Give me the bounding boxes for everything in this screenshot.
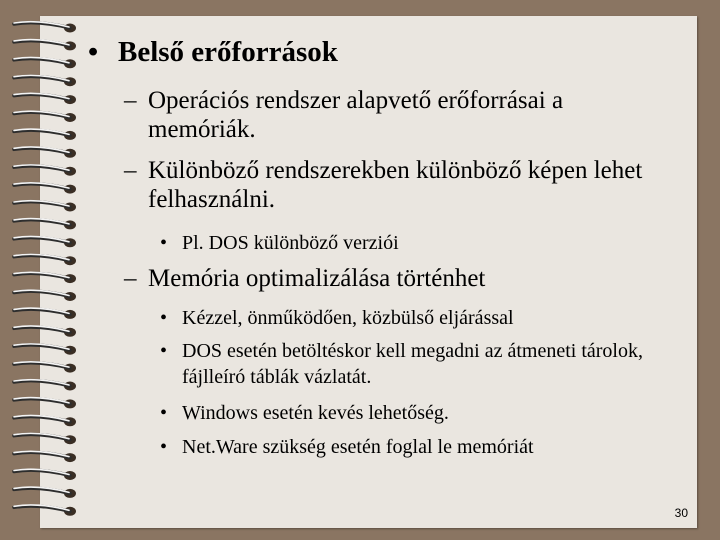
dash-marker: – [124, 265, 137, 292]
list-item-text: Különböző rendszerekben különböző képen lehet felhasználni. [148, 157, 643, 213]
dash-marker: – [124, 157, 137, 184]
title-bullet: • [88, 36, 99, 68]
sub-list-item-text: DOS esetén betöltéskor kell megadni az átmeneti tárolok, fájlleíró táblák vázlatát. [182, 340, 643, 388]
dash-marker: – [124, 87, 137, 114]
bullet-marker: • [160, 340, 168, 362]
sub-list-item-text: Pl. DOS különböző verziói [182, 232, 399, 254]
bullet-marker: • [160, 307, 168, 329]
sub-list-item-text: Windows esetén kevés lehetőség. [182, 402, 449, 424]
list-item-text: Operációs rendszer alapvető erőforrásai a memóriák. [148, 87, 564, 143]
list-item-text: Memória optimalizálása történhet [148, 265, 486, 292]
bullet-marker: • [160, 232, 168, 254]
slide-title: Belső erőforrások [118, 36, 338, 68]
page-number: 30 [674, 506, 688, 520]
sub-list-item-text: Kézzel, önműködően, közbülső eljárással [182, 307, 514, 329]
bullet-marker: • [160, 436, 168, 458]
bullet-marker: • [160, 402, 168, 424]
sub-list-item-text: Net.Ware szükség esetén foglal le memóriát [182, 436, 534, 458]
